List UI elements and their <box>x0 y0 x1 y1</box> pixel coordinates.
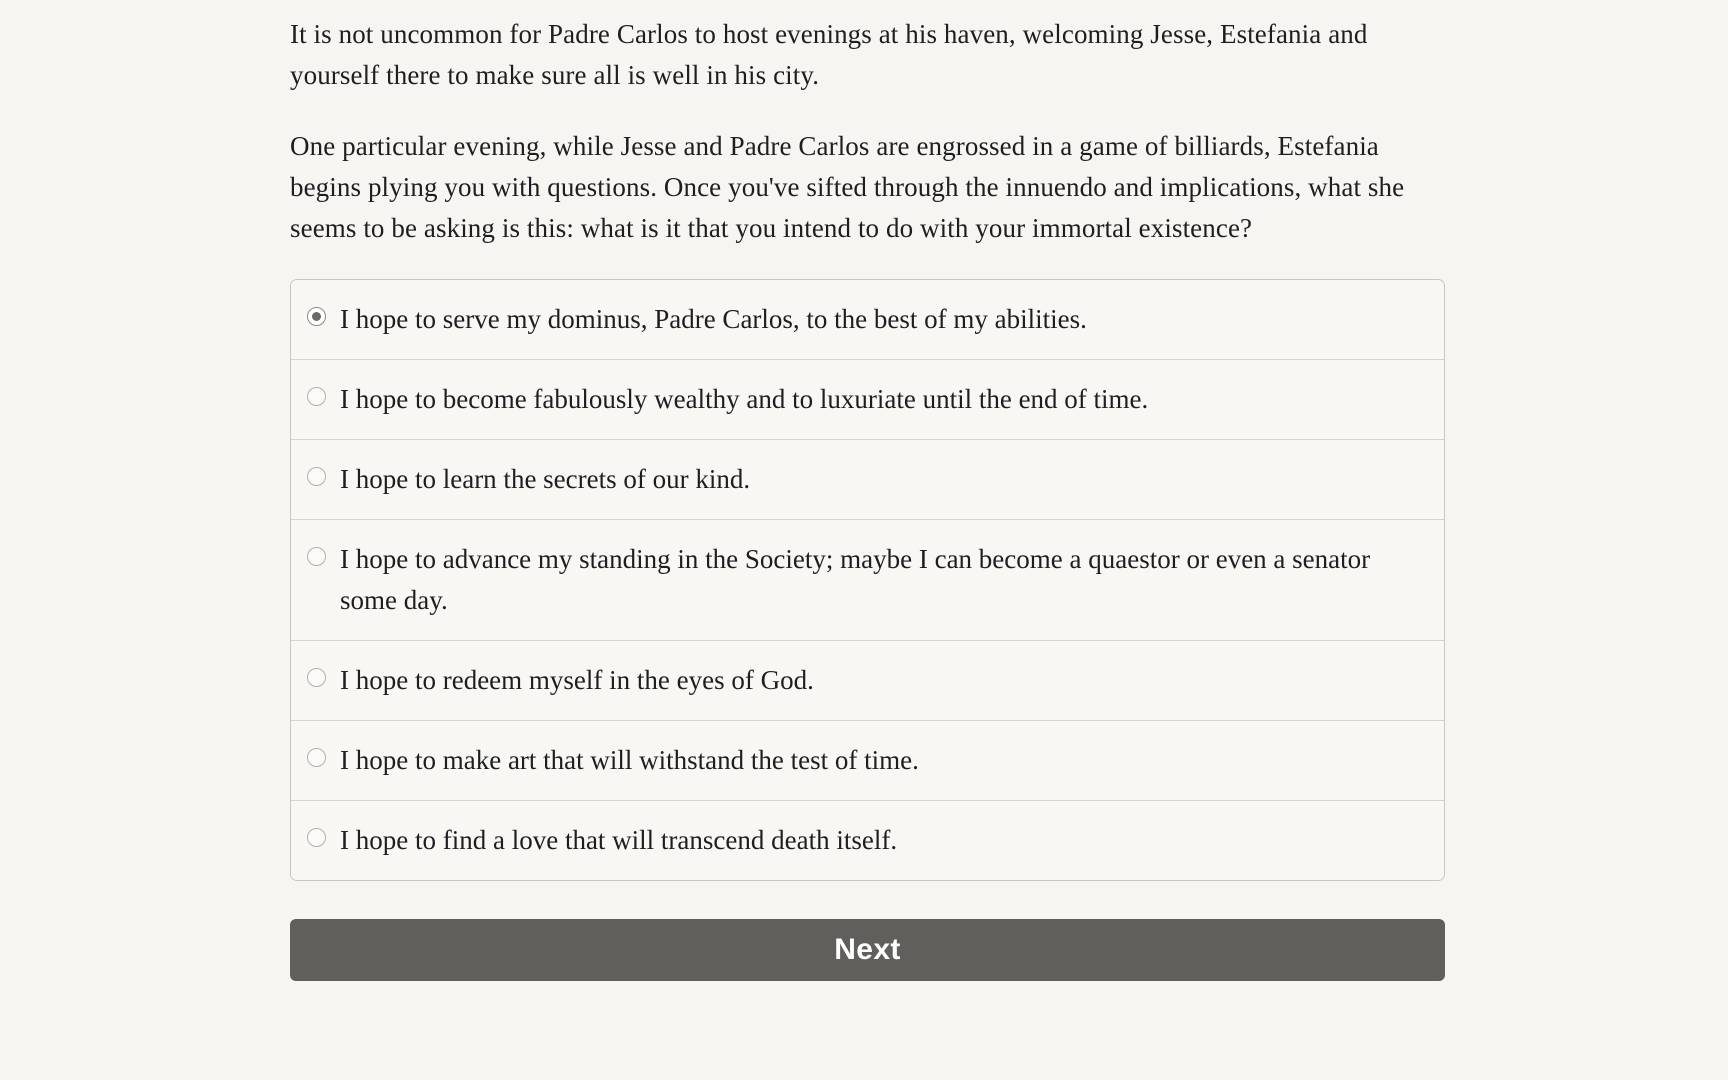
choice-list <box>290 279 1445 881</box>
radio-button-icon[interactable] <box>307 547 326 566</box>
choice-option-label: I hope to redeem myself in the eyes of God. <box>340 665 814 695</box>
radio-button-icon[interactable] <box>307 387 326 406</box>
next-button[interactable]: Next <box>290 919 1445 981</box>
choice-option-label: I hope to become fabulously wealthy and to luxuriate until the end of time. <box>340 384 1149 414</box>
choice-option-7[interactable] <box>291 801 1444 880</box>
choice-option-2[interactable] <box>291 360 1444 440</box>
choice-option-1[interactable] <box>291 280 1444 360</box>
radio-button-icon[interactable] <box>307 668 326 687</box>
story-content <box>290 0 1445 981</box>
choice-option-5[interactable] <box>291 641 1444 721</box>
choice-option-3[interactable] <box>291 440 1444 520</box>
radio-button-icon[interactable] <box>307 307 326 326</box>
choice-option-4[interactable] <box>291 520 1444 641</box>
radio-button-icon[interactable] <box>307 828 326 847</box>
choice-option-label: I hope to make art that will withstand the test of time. <box>340 745 919 775</box>
radio-button-icon[interactable] <box>307 748 326 767</box>
story-paragraph-1: It is not uncommon for Padre Carlos to host evenings at his haven, welcoming Jesse, Estefania and yourself there to make sure all is well in his city. <box>290 19 1368 90</box>
choice-option-label: I hope to learn the secrets of our kind. <box>340 464 751 494</box>
story-paragraph-2: One particular evening, while Jesse and Padre Carlos are engrossed in a game of billiards, Estefania begins plying you with questions. Once you've sifted through the innuendo and implications, what she seems to be asking is this: what is it that you intend to do with your immortal existence? <box>290 131 1405 243</box>
choice-option-label: I hope to advance my standing in the Society; maybe I can become a quaestor or even a senator some day. <box>340 544 1371 615</box>
choice-option-6[interactable] <box>291 721 1444 801</box>
choice-option-label: I hope to find a love that will transcend death itself. <box>340 825 898 855</box>
choice-option-label: I hope to serve my dominus, Padre Carlos, to the best of my abilities. <box>340 304 1087 334</box>
radio-button-icon[interactable] <box>307 467 326 486</box>
